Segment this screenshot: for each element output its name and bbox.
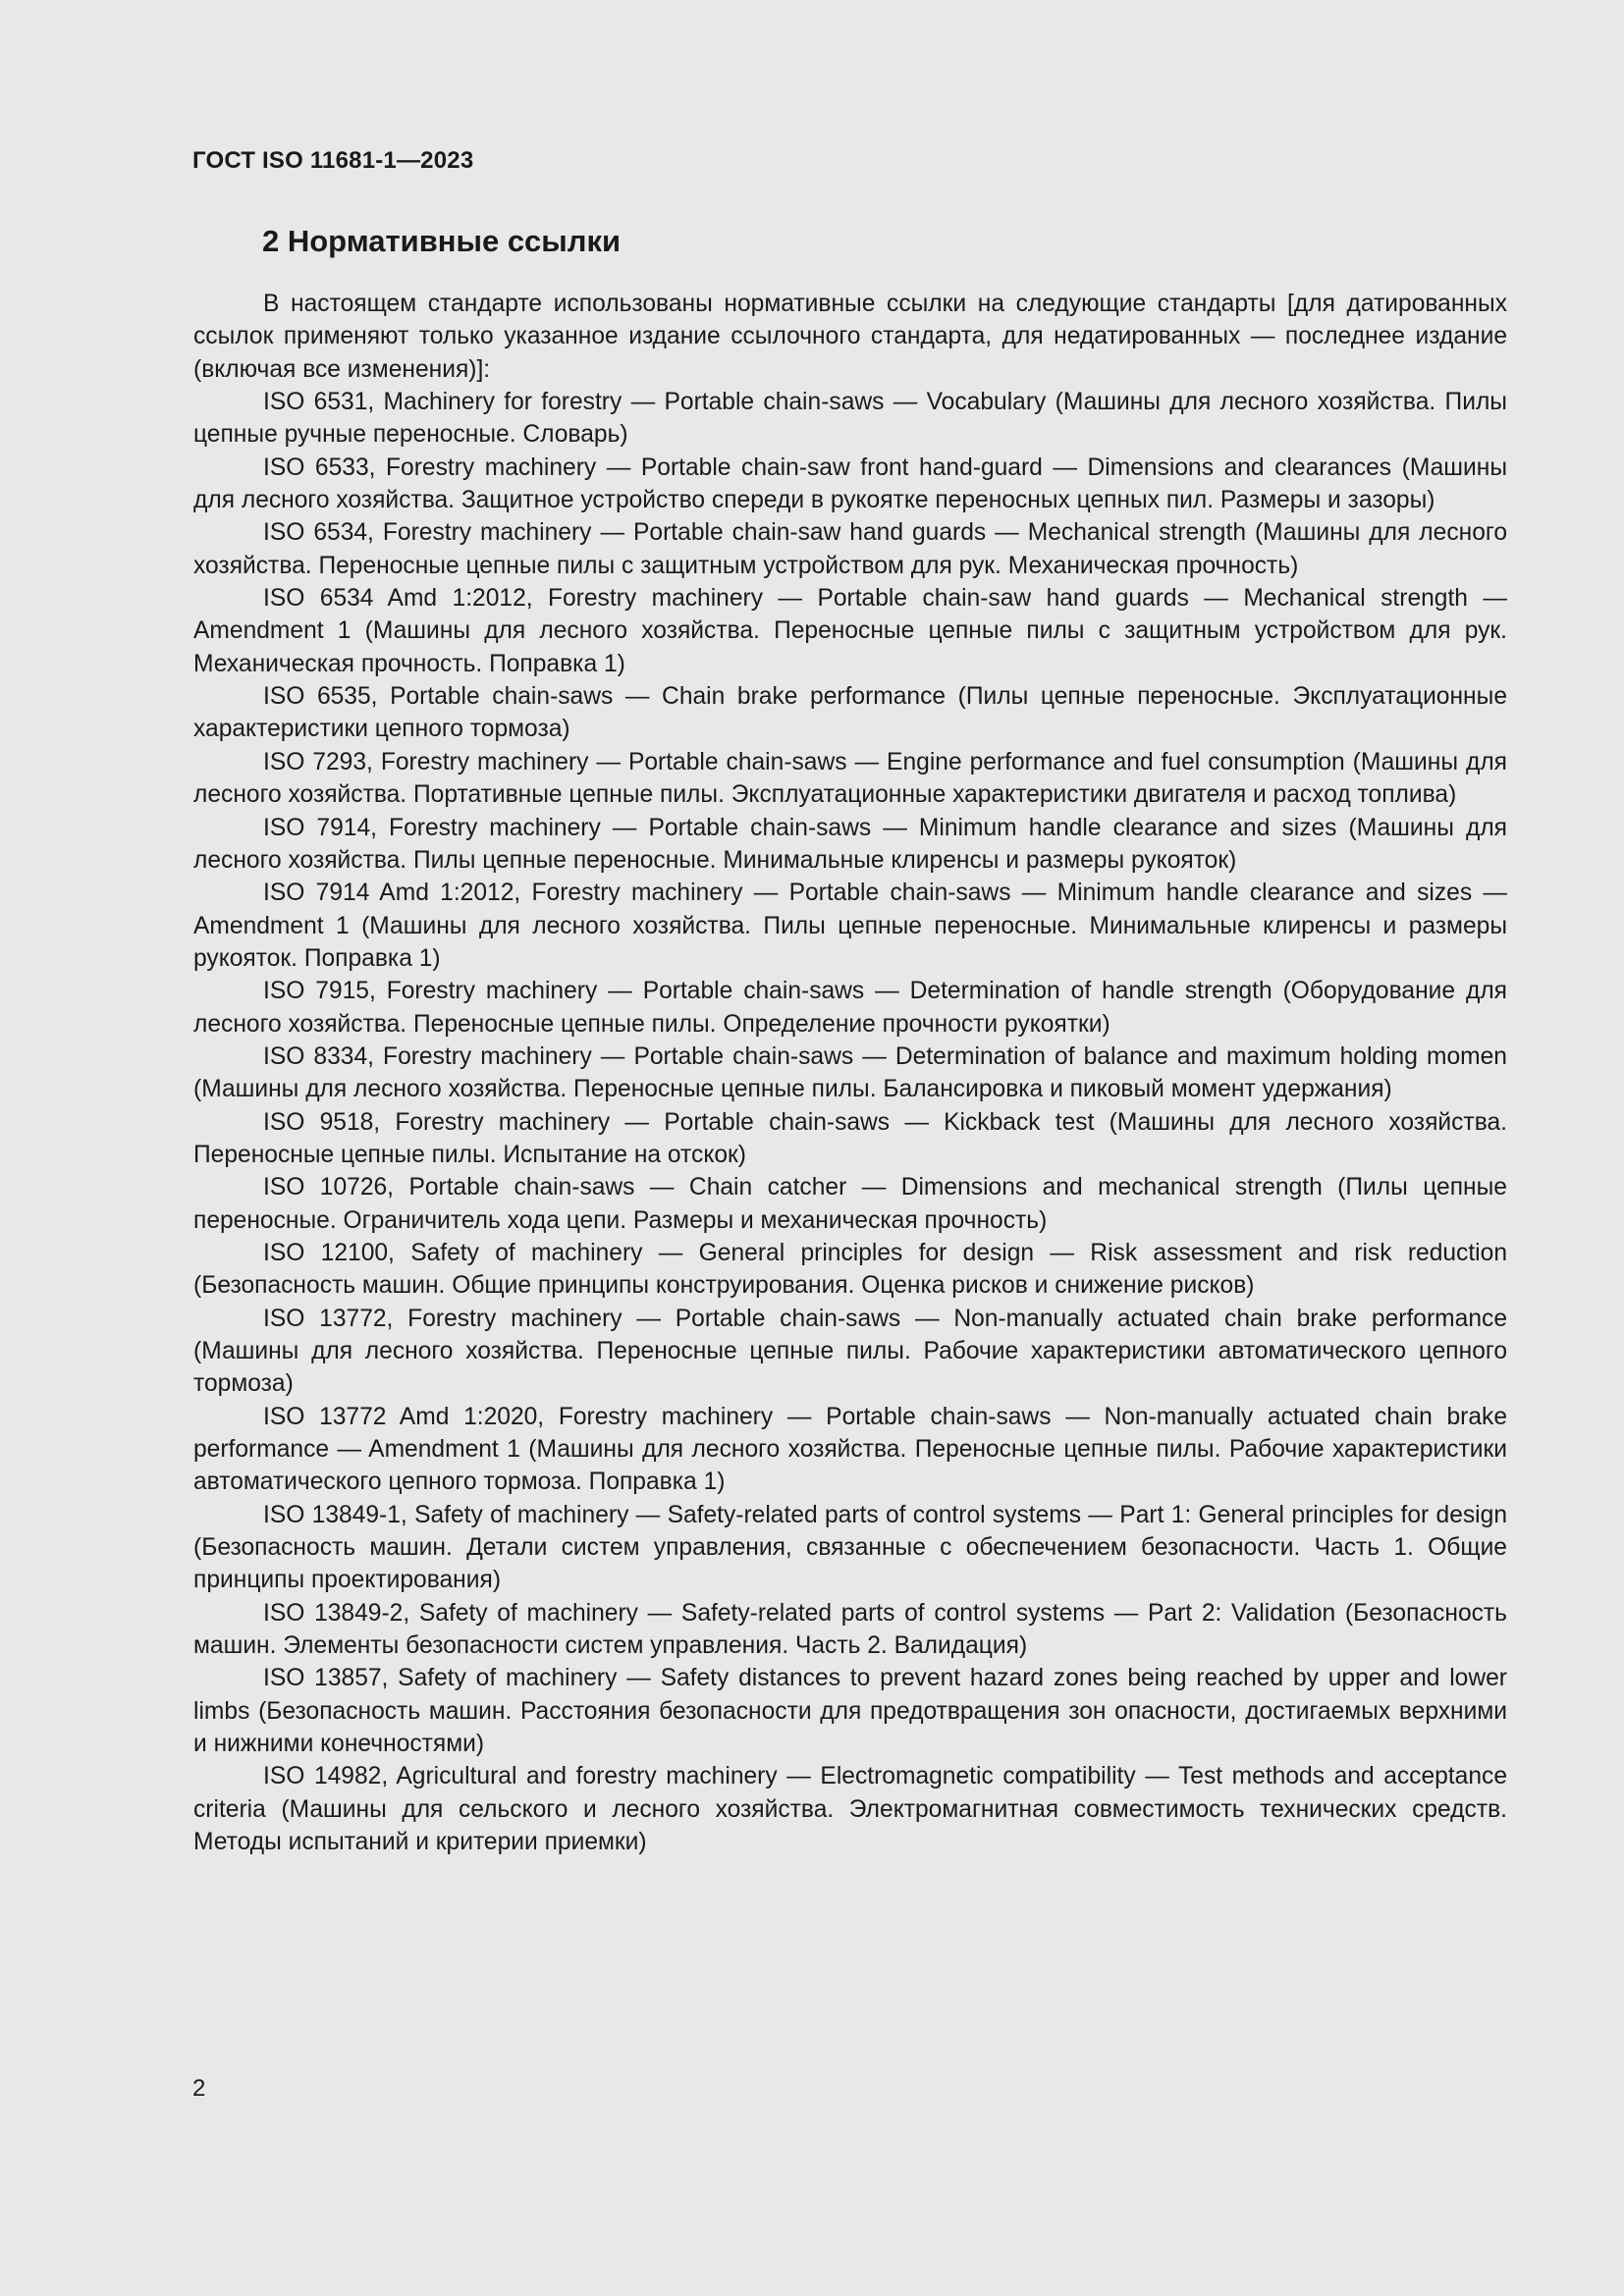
- reference-item: ISO 13849-1, Safety of machinery — Safety-related parts of control systems — Part 1: General principles for design (Безопасность машин. Детали систем управления, связанные с обеспечением безопасности. Часть 1. Общие принципы проектирования): [193, 1501, 1507, 1594]
- reference-item: ISO 6534, Forestry machinery — Portable chain-saw hand guards — Mechanical strength (Машины для лесного хозяйства. Переносные цепные пилы с защитным устройством для рук. Механическая прочность): [193, 519, 1507, 579]
- reference-item: ISO 7915, Forestry machinery — Portable chain-saws — Determination of handle strength (Оборудование для лесного хозяйства. Переносные цепные пилы. Определение прочности рукоятки): [193, 978, 1507, 1038]
- reference-item: ISO 12100, Safety of machinery — General principles for design — Risk assessment and risk reduction (Безопасность машин. Общие принципы конструирования. Оценка рисков и снижение рисков): [193, 1239, 1507, 1300]
- reference-item: ISO 6533, Forestry machinery — Portable chain-saw front hand-guard — Dimensions and clearances (Машины для лесного хозяйства. Защитное устройство спереди в рукоятке переносных цепных пил. Размеры и зазоры): [193, 454, 1507, 514]
- reference-item: ISO 6531, Machinery for forestry — Portable chain-saws — Vocabulary (Машины для лесного хозяйства. Пилы цепные ручные переносные. Словарь): [193, 389, 1507, 449]
- section-intro: В настоящем стандарте использованы нормативные ссылки на следующие стандарты [для датированных ссылок применяют только указанное издание ссылочного стандарта, для недатированных — последнее издание (включая все изменения)]:: [193, 291, 1507, 383]
- section-body: [193, 288, 1507, 1859]
- reference-item: ISO 10726, Portable chain-saws — Chain catcher — Dimensions and mechanical strength (Пилы цепные переносные. Ограничитель хода цепи. Размеры и механическая прочность): [193, 1174, 1507, 1234]
- reference-item: ISO 7914 Amd 1:2012, Forestry machinery — Portable chain-saws — Minimum handle clearance and sizes — Amendment 1 (Машины для лесного хозяйства. Пилы цепные переносные. Минимальные клиренсы и размеры рукояток. Поправка 1): [193, 880, 1507, 972]
- reference-item: ISO 13772 Amd 1:2020, Forestry machinery — Portable chain-saws — Non-manually actuated chain brake performance — Amendment 1 (Машины для лесного хозяйства. Переносные цепные пилы. Рабочие характеристики автоматического цепного тормоза. Поправка 1): [193, 1403, 1507, 1496]
- reference-item: ISO 8334, Forestry machinery — Portable chain-saws — Determination of balance and maximum holding momen (Машины для лесного хозяйства. Переносные цепные пилы. Балансировка и пиковый момент удержания): [193, 1042, 1507, 1103]
- reference-item: ISO 6535, Portable chain-saws — Chain brake performance (Пилы цепные переносные. Эксплуатационные характеристики цепного тормоза): [193, 683, 1507, 743]
- document-code: ГОСТ ISO 11681-1—2023: [192, 147, 474, 174]
- reference-item: ISO 7293, Forestry machinery — Portable chain-saws — Engine performance and fuel consumption (Машины для лесного хозяйства. Портативные цепные пилы. Эксплуатационные характеристики двигателя и расход топлива): [193, 748, 1507, 809]
- reference-item: ISO 6534 Amd 1:2012, Forestry machinery — Portable chain-saw hand guards — Mechanical strength — Amendment 1 (Машины для лесного хозяйства. Переносные цепные пилы с защитным устройством для рук. Механическая прочность. Поправка 1): [193, 585, 1507, 677]
- reference-item: ISO 13857, Safety of machinery — Safety distances to prevent hazard zones being reached by upper and lower limbs (Безопасность машин. Расстояния безопасности для предотвращения зон опасности, достигаемых верхними и нижними конечностями): [193, 1665, 1507, 1758]
- reference-item: ISO 7914, Forestry machinery — Portable chain-saws — Minimum handle clearance and sizes (Машины для лесного хозяйства. Пилы цепные переносные. Минимальные клиренсы и размеры рукояток): [193, 814, 1507, 874]
- page-number: 2: [192, 2075, 206, 2102]
- reference-item: ISO 14982, Agricultural and forestry machinery — Electromagnetic compatibility — Test methods and acceptance criteria (Машины для сельского и лесного хозяйства. Электромагнитная совместимость технических средств. Методы испытаний и критерии приемки): [193, 1763, 1507, 1856]
- reference-item: ISO 9518, Forestry machinery — Portable chain-saws — Kickback test (Машины для лесного хозяйства. Переносные цепные пилы. Испытание на отскок): [193, 1108, 1507, 1168]
- section-heading: 2 Нормативные ссылки: [262, 224, 622, 258]
- reference-item: ISO 13849-2, Safety of machinery — Safety-related parts of control systems — Part 2: Validation (Безопасность машин. Элементы безопасности систем управления. Часть 2. Валидация): [193, 1599, 1507, 1660]
- reference-item: ISO 13772, Forestry machinery — Portable chain-saws — Non-manually actuated chain brake performance (Машины для лесного хозяйства. Переносные цепные пилы. Рабочие характеристики автоматического цепного тормоза): [193, 1305, 1507, 1398]
- reference-list: [193, 386, 1507, 1858]
